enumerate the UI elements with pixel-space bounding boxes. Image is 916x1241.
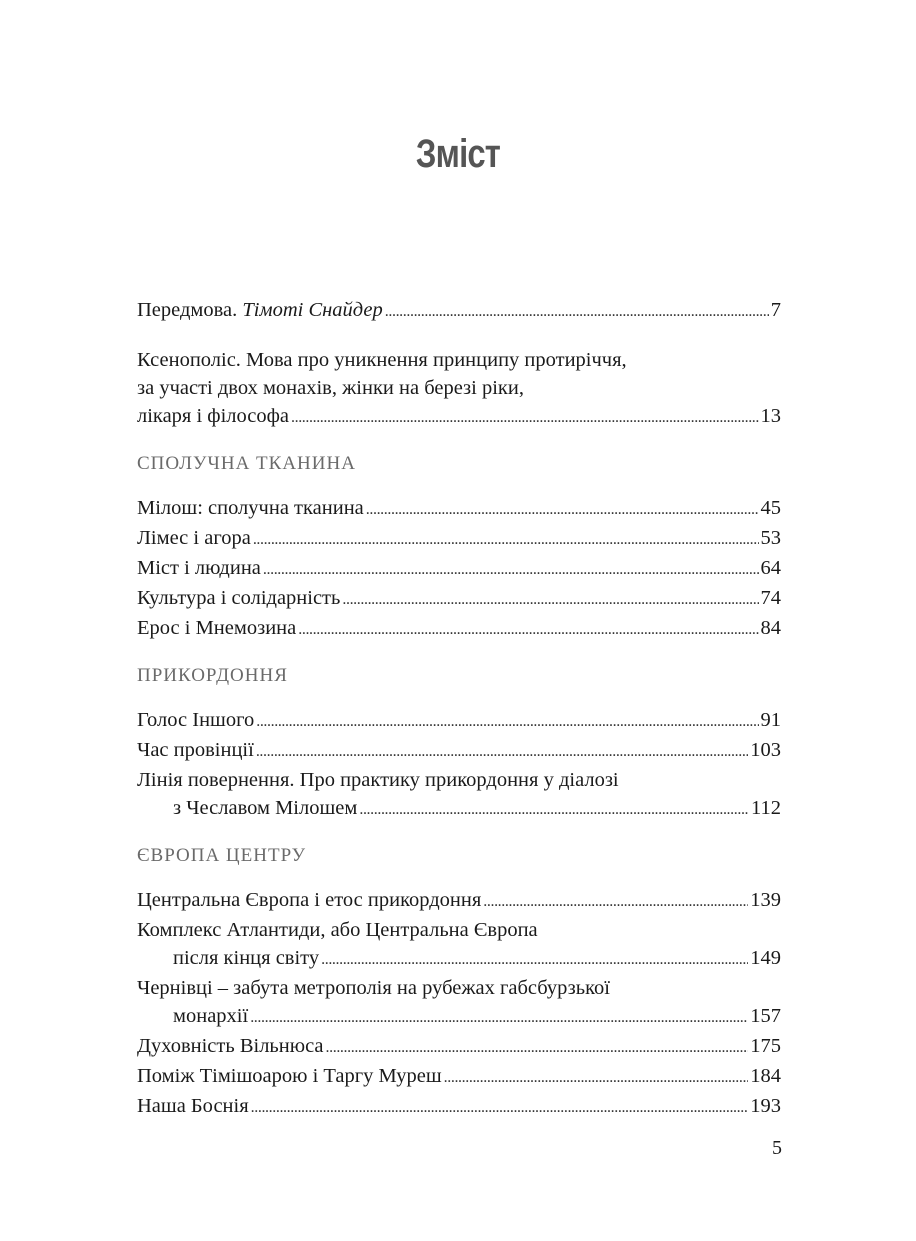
entry-title-line: Лінія повернення. Про практику прикордоння у діалозі xyxy=(137,769,619,791)
dot-leader xyxy=(359,794,749,824)
entry-title: Наша Боснія xyxy=(137,1095,249,1117)
dot-leader xyxy=(483,886,748,916)
toc-entry-xenopolis[interactable] xyxy=(137,346,781,432)
section-heading: ЄВРОПА ЦЕНТРУ xyxy=(137,845,307,866)
entry-title: Центральна Європа і етос прикордоння xyxy=(137,889,482,911)
entry-title: Міст і людина xyxy=(137,557,261,579)
toc-entry[interactable] xyxy=(137,974,781,1032)
entry-title: Ерос і Мнемозина xyxy=(137,617,297,639)
entry-title: Духовність Вільнюса xyxy=(137,1035,324,1057)
page-number: 5 xyxy=(772,1137,782,1159)
toc-entry[interactable] xyxy=(137,554,781,584)
dot-leader xyxy=(253,524,759,554)
entry-page: 112 xyxy=(751,797,781,819)
dot-leader xyxy=(342,584,758,614)
dot-leader xyxy=(251,1092,749,1122)
entry-title: Передмова. xyxy=(137,299,243,321)
toc-entry[interactable] xyxy=(137,494,781,524)
entry-page: 7 xyxy=(770,299,781,321)
toc-entry[interactable] xyxy=(137,584,781,614)
entry-title-line: за участі двох монахів, жінки на березі ріки, xyxy=(137,377,524,399)
page-title: Зміст xyxy=(415,132,501,176)
entry-page: 13 xyxy=(760,405,781,427)
entry-page: 149 xyxy=(750,947,781,969)
entry-page: 175 xyxy=(750,1035,781,1057)
dot-leader xyxy=(250,1002,748,1032)
entry-title-line: монархії xyxy=(173,1005,249,1027)
toc-entry-preface[interactable] xyxy=(137,296,781,326)
entry-author: Тімоті Снайдер xyxy=(242,299,383,321)
toc-entry[interactable] xyxy=(137,1032,781,1062)
table-of-contents xyxy=(137,296,781,1122)
entry-page: 91 xyxy=(760,709,781,731)
entry-title-line: лікаря і філософа xyxy=(137,405,289,427)
toc-entry[interactable] xyxy=(137,886,781,916)
section-heading: СПОЛУЧНА ТКАНИНА xyxy=(137,453,356,474)
toc-entry[interactable] xyxy=(137,736,781,766)
entry-title: Голос Іншого xyxy=(137,709,255,731)
dot-leader xyxy=(444,1062,749,1092)
entry-title: Час провінції xyxy=(137,739,254,761)
entry-page: 157 xyxy=(750,1005,781,1027)
entry-page: 139 xyxy=(750,889,781,911)
entry-title-line: після кінця світу xyxy=(173,947,320,969)
entry-title: Лімес і агора xyxy=(137,527,251,549)
entry-page: 193 xyxy=(750,1095,781,1117)
entry-title: Поміж Тімішоарою і Таргу Муреш xyxy=(137,1065,442,1087)
entry-page: 53 xyxy=(760,527,781,549)
toc-entry[interactable] xyxy=(137,614,781,644)
toc-entry[interactable] xyxy=(137,916,781,974)
section-heading: ПРИКОРДОННЯ xyxy=(137,665,288,686)
toc-entry[interactable] xyxy=(137,706,781,736)
entry-page: 84 xyxy=(760,617,781,639)
entry-page: 64 xyxy=(760,557,781,579)
dot-leader xyxy=(256,706,758,736)
dot-leader xyxy=(298,614,758,644)
entry-page: 45 xyxy=(760,497,781,519)
dot-leader xyxy=(385,296,769,326)
entry-page: 184 xyxy=(750,1065,781,1087)
toc-entry[interactable] xyxy=(137,524,781,554)
dot-leader xyxy=(263,554,759,584)
dot-leader xyxy=(291,402,759,432)
entry-title: Мілош: сполучна тканина xyxy=(137,497,364,519)
dot-leader xyxy=(366,494,759,524)
toc-entry[interactable] xyxy=(137,1062,781,1092)
entry-title: Культура і солідарність xyxy=(137,587,341,609)
entry-title-line: Ксенополіс. Мова про уникнення принципу протиріччя, xyxy=(137,349,627,371)
entry-page: 103 xyxy=(750,739,781,761)
dot-leader xyxy=(326,1032,749,1062)
dot-leader xyxy=(321,944,748,974)
entry-page: 74 xyxy=(760,587,781,609)
entry-title-line: Комплекс Атлантиди, або Центральна Європа xyxy=(137,919,538,941)
entry-title-line: Чернівці – забута метрополія на рубежах габсбурзької xyxy=(137,977,610,999)
dot-leader xyxy=(256,736,748,766)
toc-entry[interactable] xyxy=(137,1092,781,1122)
toc-entry[interactable] xyxy=(137,766,781,824)
entry-title-line: з Чеславом Мілошем xyxy=(173,797,358,819)
